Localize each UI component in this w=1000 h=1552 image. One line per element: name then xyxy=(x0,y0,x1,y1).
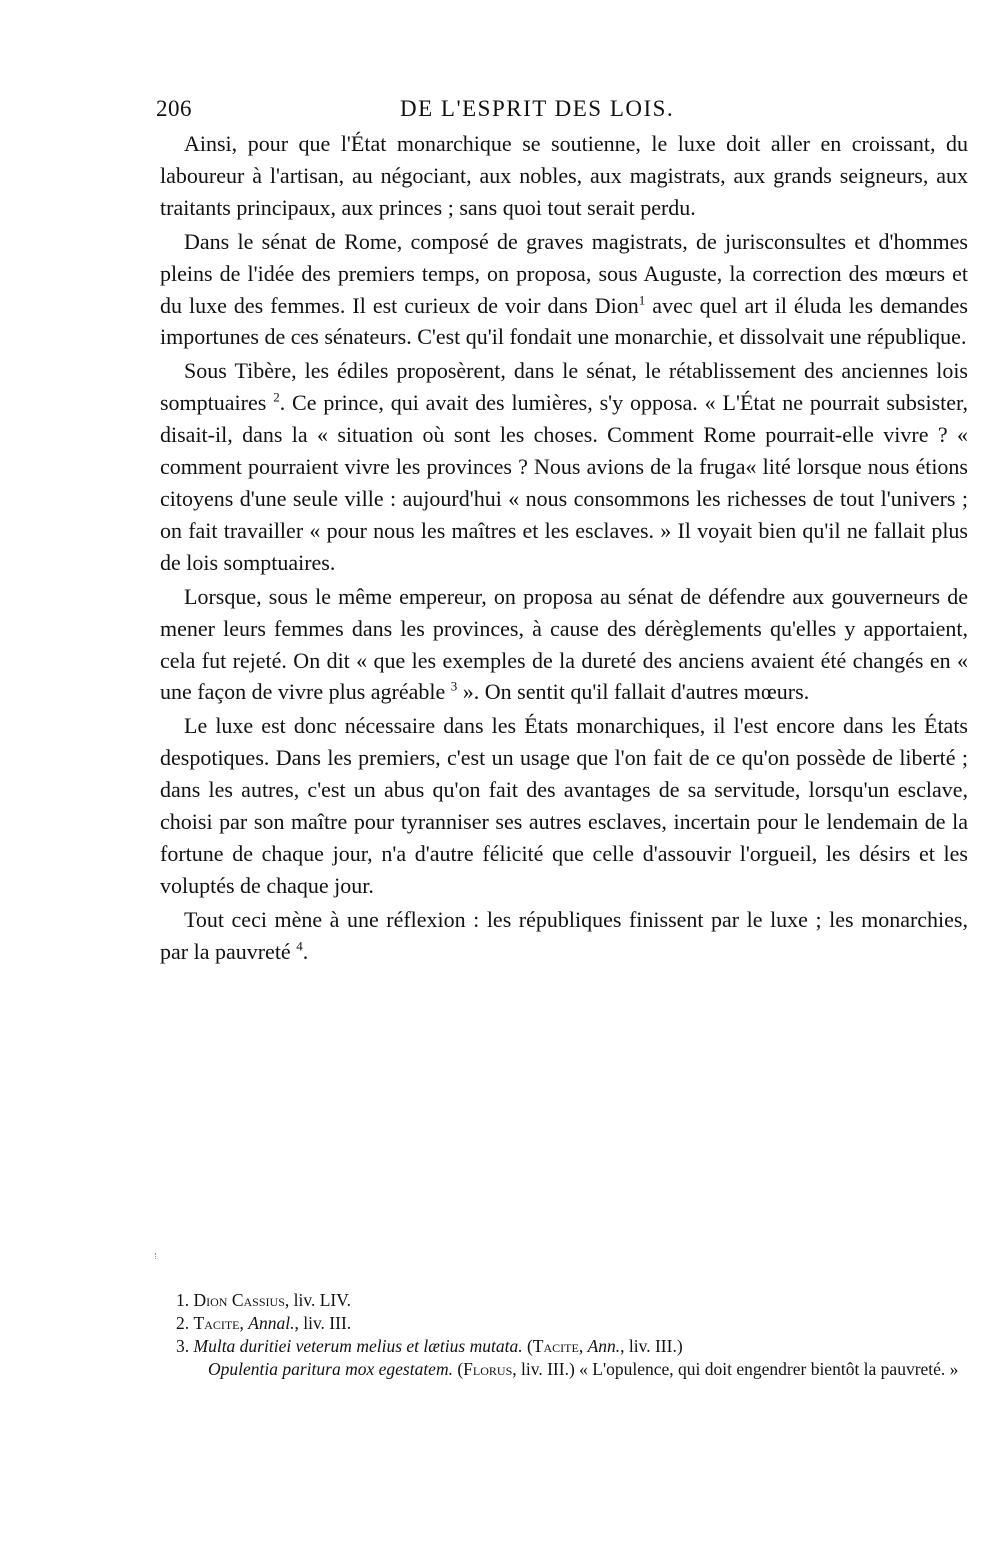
footnote-3 xyxy=(160,1335,968,1358)
footnote-ref-3[interactable]: 3 xyxy=(450,679,458,695)
footnote-separator: , xyxy=(239,1313,249,1333)
paragraph-gouverneurs xyxy=(160,581,968,709)
footnote-1 xyxy=(160,1289,968,1312)
footnote-quote: Multa duritiei veterum melius et lætius mutata. xyxy=(193,1336,523,1356)
paragraph-text: Ainsi, pour que l'État monarchique se soutienne, le luxe doit aller en croissant, du laboureur à l'artisan, au négociant, aux nobles, aux magistrats, aux grands seigneurs, aux traitants principaux, aux princes ; sans quoi tout serait perdu. xyxy=(160,131,968,220)
paragraph-text: Dans le sénat de Rome, composé de graves magistrats, de jurisconsultes et d'hommes pleins de l'idée des premiers temps, on proposa, sous Auguste, la correction des mœurs et du luxe des femmes. Il est curieux de voir dans Dion xyxy=(160,228,968,318)
footnote-reference: , liv. LIV. xyxy=(284,1290,351,1310)
running-title: DE L'ESPRIT DES LOIS. xyxy=(400,96,675,121)
footnotes xyxy=(160,1289,968,1381)
paragraph-text: Sous Tibère, les édiles proposèrent, dans le sénat, le rétablissement des anciennes lois somptuaires xyxy=(160,358,968,416)
page-number: 206 xyxy=(156,96,192,121)
paragraph-reflexion xyxy=(160,904,968,968)
paragraph-luxe-monarchie xyxy=(160,128,968,224)
paragraph-senat-rome xyxy=(160,226,968,354)
footnote-separator: , xyxy=(578,1336,588,1356)
paragraph-text: avec quel art il éluda les demandes importunes de ces sénateurs. C'est qu'il fondait une monarchie, et dissolvait une république. xyxy=(160,292,968,350)
paragraph-text: Le luxe est donc nécessaire dans les États monarchiques, il l'est encore dans les États despotiques. Dans les premiers, c'est un usage que l'on fait de ce qu'on possède de liberté ; dans les autres, c'est un abus qu'on fait des avantages de sa servitude, lorsqu'un esclave, choisi par son maître pour tyranniser ses autres esclaves, incertain pour le lendemain de la fortune de chaque jour, n'a d'autre félicité que celle d'assouvir l'orgueil, les désirs et les voluptés de chaque jour. xyxy=(160,713,968,898)
footnote-work: Annal. xyxy=(248,1313,295,1333)
running-head xyxy=(156,92,968,126)
footnote-paren: ( xyxy=(452,1359,464,1379)
footnote-number: 2. xyxy=(176,1313,190,1333)
paragraph-text: Lorsque, sous le même empereur, on proposa au sénat de défendre aux gouverneurs de mener leurs femmes dans les provinces, à cause des dérèglements qu'elles y apportaient, cela fut rejeté. On dit « que les exemples de la dureté des anciens avaient été changés en « une façon de vivre plus agréable xyxy=(160,583,968,705)
paragraph-text: . xyxy=(302,938,309,964)
footnote-number: 1. xyxy=(176,1290,190,1310)
footnote-reference: , liv. III.) « L'opulence, qui doit engendrer bientôt la pauvreté. » xyxy=(512,1359,959,1379)
footnote-quote: Opulentia paritura mox egestatem. xyxy=(208,1359,453,1379)
print-speck xyxy=(155,1253,158,1259)
paragraph-tibere xyxy=(160,355,968,578)
footnote-ref-2[interactable]: 2 xyxy=(273,389,280,405)
footnote-author: Dion Cassius xyxy=(193,1290,285,1310)
footnote-number: 3. xyxy=(176,1336,190,1356)
footnote-reference: , liv. III. xyxy=(294,1313,352,1333)
footnote-author: Tacite xyxy=(532,1336,579,1356)
footnote-4 xyxy=(160,1358,968,1381)
paragraph-text: . Ce prince, qui avait des lumières, s'y opposa. « L'État ne pourrait subsister, disait-il, dans la « situation où sont les choses. Comment Rome pourrait-elle vivre ? « comment pourraient vivre les provinces ? Nous avions de la fruga« lité lorsque nous étions citoyens d'une seule ville : aujourd'hui « nous consommons les richesses de tout l'univers ; on fait travailler « pour nous les maîtres et les esclaves. » Il voyait bien qu'il ne fallait plus de lois somptuaires. xyxy=(160,390,968,575)
footnote-2 xyxy=(160,1312,968,1335)
footnote-author: Tacite xyxy=(193,1313,240,1333)
paragraph-etats-despotiques xyxy=(160,710,968,901)
footnote-work: Ann. xyxy=(587,1336,621,1356)
footnote-paren: ( xyxy=(522,1336,533,1356)
footnote-ref-1[interactable]: 1 xyxy=(638,292,646,308)
footnote-ref-4[interactable]: 4 xyxy=(296,938,303,954)
footnote-author: Florus xyxy=(463,1359,513,1379)
book-page xyxy=(156,92,968,970)
footnote-reference: , liv. III.) xyxy=(620,1336,683,1356)
body-text xyxy=(160,128,968,968)
paragraph-text: Tout ceci mène à une réflexion : les républiques finissent par le luxe ; les monarchies, par la pauvreté xyxy=(160,906,968,964)
paragraph-text: ». On sentit qu'il fallait d'autres mœurs. xyxy=(457,679,810,705)
